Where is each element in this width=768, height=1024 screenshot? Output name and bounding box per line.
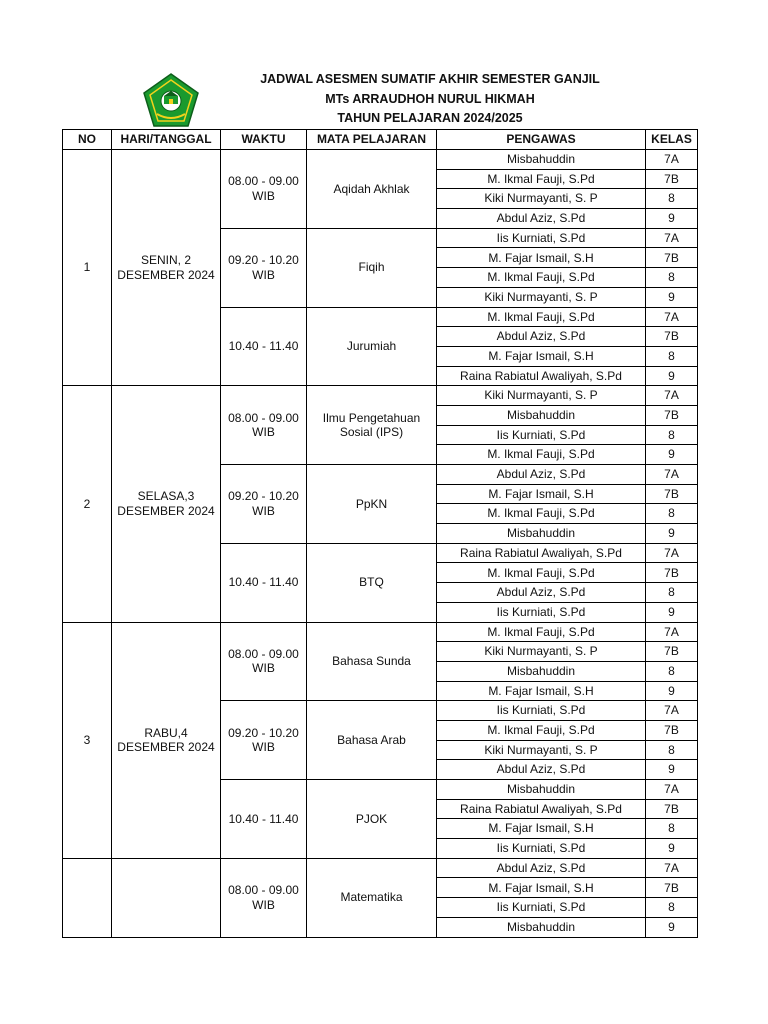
class-cell: 7B bbox=[646, 405, 698, 425]
proctor-cell: Abdul Aziz, S.Pd bbox=[437, 465, 646, 485]
class-cell: 7B bbox=[646, 169, 698, 189]
session-subject-cell: Bahasa Sunda bbox=[307, 622, 437, 701]
class-cell: 7A bbox=[646, 465, 698, 485]
column-header-no: NO bbox=[63, 130, 112, 150]
class-cell: 8 bbox=[646, 346, 698, 366]
table-row bbox=[63, 858, 698, 878]
proctor-cell: Misbahuddin bbox=[437, 780, 646, 800]
class-cell: 8 bbox=[646, 819, 698, 839]
class-cell: 7A bbox=[646, 228, 698, 248]
proctor-cell: M. Ikmal Fauji, S.Pd bbox=[437, 307, 646, 327]
class-cell: 7B bbox=[646, 327, 698, 347]
proctor-cell: Raina Rabiatul Awaliyah, S.Pd bbox=[437, 543, 646, 563]
session-time-cell: 08.00 - 09.00 WIB bbox=[221, 150, 307, 229]
proctor-cell: Misbahuddin bbox=[437, 661, 646, 681]
class-cell: 8 bbox=[646, 189, 698, 209]
class-cell: 9 bbox=[646, 445, 698, 465]
session-time-cell: 08.00 - 09.00 WIB bbox=[221, 622, 307, 701]
session-time-cell: 09.20 - 10.20 WIB bbox=[221, 465, 307, 544]
class-cell: 9 bbox=[646, 760, 698, 780]
proctor-cell: M. Fajar Ismail, S.H bbox=[437, 681, 646, 701]
proctor-cell: M. Ikmal Fauji, S.Pd bbox=[437, 169, 646, 189]
class-cell: 7B bbox=[646, 642, 698, 662]
session-time-cell: 09.20 - 10.20 WIB bbox=[221, 228, 307, 307]
class-cell: 9 bbox=[646, 287, 698, 307]
proctor-cell: Misbahuddin bbox=[437, 524, 646, 544]
proctor-cell: Kiki Nurmayanti, S. P bbox=[437, 740, 646, 760]
proctor-cell: M. Ikmal Fauji, S.Pd bbox=[437, 504, 646, 524]
proctor-cell: M. Fajar Ismail, S.H bbox=[437, 819, 646, 839]
class-cell: 9 bbox=[646, 917, 698, 937]
document-header bbox=[170, 70, 690, 129]
class-cell: 8 bbox=[646, 898, 698, 918]
class-cell: 7B bbox=[646, 563, 698, 583]
class-cell: 7B bbox=[646, 248, 698, 268]
session-subject-cell: Jurumiah bbox=[307, 307, 437, 386]
proctor-cell: Kiki Nurmayanti, S. P bbox=[437, 386, 646, 406]
class-cell: 7B bbox=[646, 878, 698, 898]
class-cell: 9 bbox=[646, 602, 698, 622]
class-cell: 7B bbox=[646, 799, 698, 819]
session-time-cell: 08.00 - 09.00 WIB bbox=[221, 386, 307, 465]
proctor-cell: Raina Rabiatul Awaliyah, S.Pd bbox=[437, 366, 646, 386]
proctor-cell: M. Fajar Ismail, S.H bbox=[437, 248, 646, 268]
day-number-cell: 2 bbox=[63, 386, 112, 622]
table-row bbox=[63, 150, 698, 170]
class-cell: 7A bbox=[646, 622, 698, 642]
proctor-cell: Iis Kurniati, S.Pd bbox=[437, 839, 646, 859]
class-cell: 8 bbox=[646, 583, 698, 603]
session-time-cell: 08.00 - 09.00 WIB bbox=[221, 858, 307, 937]
day-number-cell: 1 bbox=[63, 150, 112, 386]
proctor-cell: M. Fajar Ismail, S.H bbox=[437, 878, 646, 898]
class-cell: 7A bbox=[646, 543, 698, 563]
proctor-cell: Iis Kurniati, S.Pd bbox=[437, 701, 646, 721]
day-date-cell bbox=[112, 858, 221, 937]
session-subject-cell: PJOK bbox=[307, 780, 437, 859]
proctor-cell: Abdul Aziz, S.Pd bbox=[437, 583, 646, 603]
day-date-cell: SELASA,3 DESEMBER 2024 bbox=[112, 386, 221, 622]
column-header-class: KELAS bbox=[646, 130, 698, 150]
session-subject-cell: BTQ bbox=[307, 543, 437, 622]
proctor-cell: Iis Kurniati, S.Pd bbox=[437, 228, 646, 248]
class-cell: 7A bbox=[646, 150, 698, 170]
day-date-cell: SENIN, 2 DESEMBER 2024 bbox=[112, 150, 221, 386]
session-time-cell: 10.40 - 11.40 bbox=[221, 543, 307, 622]
session-subject-cell: Ilmu Pengetahuan Sosial (IPS) bbox=[307, 386, 437, 465]
proctor-cell: Misbahuddin bbox=[437, 917, 646, 937]
proctor-cell: Kiki Nurmayanti, S. P bbox=[437, 642, 646, 662]
proctor-cell: Iis Kurniati, S.Pd bbox=[437, 425, 646, 445]
column-header-subject: MATA PELAJARAN bbox=[307, 130, 437, 150]
session-subject-cell: PpKN bbox=[307, 465, 437, 544]
table-row bbox=[63, 622, 698, 642]
proctor-cell: Kiki Nurmayanti, S. P bbox=[437, 189, 646, 209]
proctor-cell: Kiki Nurmayanti, S. P bbox=[437, 287, 646, 307]
proctor-cell: M. Ikmal Fauji, S.Pd bbox=[437, 563, 646, 583]
column-header-date: HARI/TANGGAL bbox=[112, 130, 221, 150]
session-subject-cell: Bahasa Arab bbox=[307, 701, 437, 780]
class-cell: 9 bbox=[646, 524, 698, 544]
class-cell: 7A bbox=[646, 386, 698, 406]
proctor-cell: M. Ikmal Fauji, S.Pd bbox=[437, 720, 646, 740]
proctor-cell: Abdul Aziz, S.Pd bbox=[437, 209, 646, 229]
class-cell: 7A bbox=[646, 701, 698, 721]
header-year: TAHUN PELAJARAN 2024/2025 bbox=[337, 111, 523, 125]
class-cell: 9 bbox=[646, 681, 698, 701]
session-time-cell: 10.40 - 11.40 bbox=[221, 780, 307, 859]
proctor-cell: Abdul Aziz, S.Pd bbox=[437, 760, 646, 780]
header-school: MTs ARRAUDHOH NURUL HIKMAH bbox=[325, 91, 535, 106]
table-row bbox=[63, 386, 698, 406]
session-time-cell: 10.40 - 11.40 bbox=[221, 307, 307, 386]
class-cell: 7B bbox=[646, 720, 698, 740]
proctor-cell: M. Fajar Ismail, S.H bbox=[437, 346, 646, 366]
class-cell: 8 bbox=[646, 425, 698, 445]
class-cell: 8 bbox=[646, 504, 698, 524]
class-cell: 7A bbox=[646, 307, 698, 327]
session-subject-cell: Matematika bbox=[307, 858, 437, 937]
class-cell: 8 bbox=[646, 740, 698, 760]
session-subject-cell: Fiqih bbox=[307, 228, 437, 307]
proctor-cell: Iis Kurniati, S.Pd bbox=[437, 898, 646, 918]
day-number-cell bbox=[63, 858, 112, 937]
proctor-cell: Misbahuddin bbox=[437, 405, 646, 425]
session-time-cell: 09.20 - 10.20 WIB bbox=[221, 701, 307, 780]
class-cell: 8 bbox=[646, 661, 698, 681]
proctor-cell: Abdul Aziz, S.Pd bbox=[437, 327, 646, 347]
proctor-cell: M. Ikmal Fauji, S.Pd bbox=[437, 622, 646, 642]
proctor-cell: Iis Kurniati, S.Pd bbox=[437, 602, 646, 622]
proctor-cell: M. Fajar Ismail, S.H bbox=[437, 484, 646, 504]
day-number-cell: 3 bbox=[63, 622, 112, 858]
proctor-cell: M. Ikmal Fauji, S.Pd bbox=[437, 445, 646, 465]
table-header-row bbox=[63, 130, 698, 150]
class-cell: 7B bbox=[646, 484, 698, 504]
column-header-time: WAKTU bbox=[221, 130, 307, 150]
class-cell: 9 bbox=[646, 839, 698, 859]
class-cell: 8 bbox=[646, 268, 698, 288]
proctor-cell: Raina Rabiatul Awaliyah, S.Pd bbox=[437, 799, 646, 819]
proctor-cell: Abdul Aziz, S.Pd bbox=[437, 858, 646, 878]
day-date-cell: RABU,4 DESEMBER 2024 bbox=[112, 622, 221, 858]
exam-schedule-table bbox=[62, 129, 698, 938]
session-subject-cell: Aqidah Akhlak bbox=[307, 150, 437, 229]
header-title: JADWAL ASESMEN SUMATIF AKHIR SEMESTER GANJIL bbox=[260, 72, 600, 86]
proctor-cell: Misbahuddin bbox=[437, 150, 646, 170]
class-cell: 7A bbox=[646, 780, 698, 800]
column-header-proctor: PENGAWAS bbox=[437, 130, 646, 150]
class-cell: 7A bbox=[646, 858, 698, 878]
class-cell: 9 bbox=[646, 366, 698, 386]
proctor-cell: M. Ikmal Fauji, S.Pd bbox=[437, 268, 646, 288]
class-cell: 9 bbox=[646, 209, 698, 229]
